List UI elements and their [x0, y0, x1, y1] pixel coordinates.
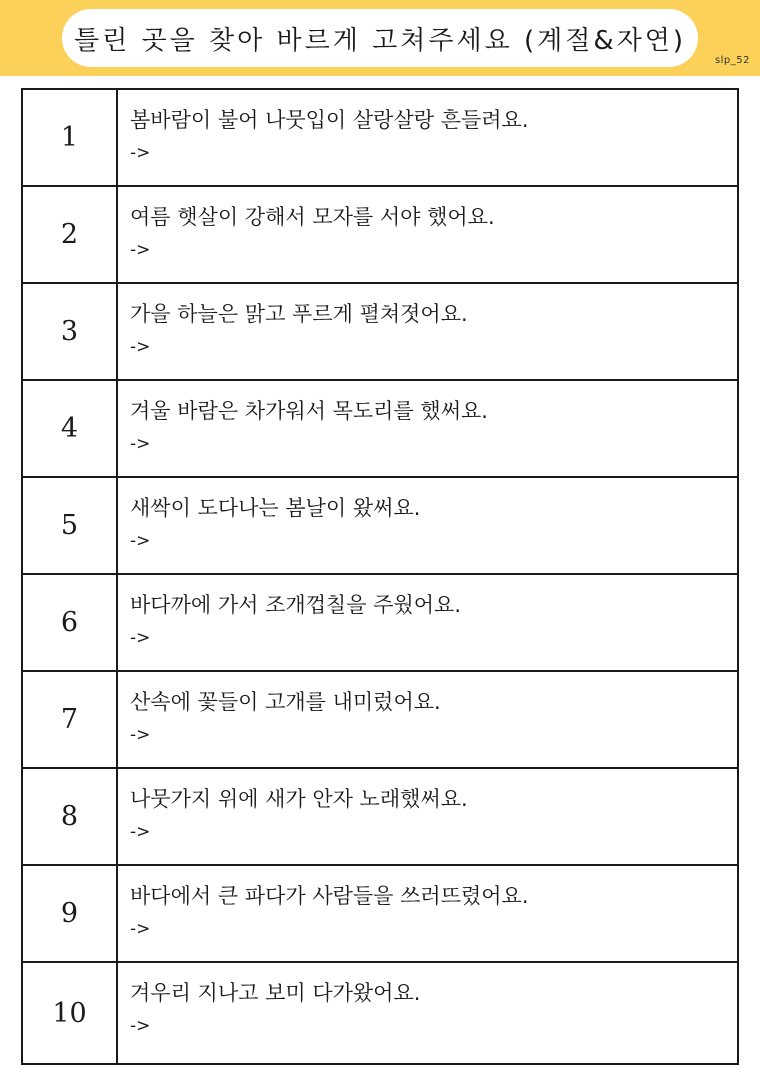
- row-content: [118, 866, 737, 961]
- row-number: 3: [23, 284, 118, 379]
- answer-arrow[interactable]: ->: [130, 434, 151, 454]
- sentence-text: 여름 햇살이 강해서 모자를 서야 했어요.: [130, 205, 495, 229]
- sentence-text: 겨울 바람은 차가워서 목도리를 했써요.: [130, 399, 488, 423]
- sentence-text: 새싹이 도다나는 봄날이 왔써요.: [130, 496, 421, 520]
- sentence-text: 산속에 꽃들이 고개를 내미렀어요.: [130, 690, 441, 714]
- title-pill: [62, 9, 698, 67]
- answer-arrow[interactable]: ->: [130, 725, 151, 745]
- page-code: slp_52: [714, 55, 750, 66]
- table-row: [23, 284, 737, 381]
- answer-arrow[interactable]: ->: [130, 143, 151, 163]
- table-row: [23, 672, 737, 769]
- row-content: [118, 769, 737, 864]
- table-row: [23, 769, 737, 866]
- row-content: [118, 284, 737, 379]
- row-number: 4: [23, 381, 118, 476]
- worksheet-table: [21, 88, 739, 1065]
- row-content: [118, 381, 737, 476]
- table-row: [23, 575, 737, 672]
- row-content: [118, 478, 737, 573]
- sentence-text: 가을 하늘은 맑고 푸르게 펼쳐졋어요.: [130, 302, 468, 326]
- table-row: [23, 866, 737, 963]
- answer-arrow[interactable]: ->: [130, 337, 151, 357]
- row-content: [118, 187, 737, 282]
- answer-arrow[interactable]: ->: [130, 628, 151, 648]
- row-content: [118, 575, 737, 670]
- row-number: 9: [23, 866, 118, 961]
- table-row: [23, 90, 737, 187]
- answer-arrow[interactable]: ->: [130, 822, 151, 842]
- answer-arrow[interactable]: ->: [130, 1016, 151, 1036]
- row-number: 5: [23, 478, 118, 573]
- row-content: [118, 90, 737, 185]
- row-number: 6: [23, 575, 118, 670]
- row-content: [118, 963, 737, 1063]
- answer-arrow[interactable]: ->: [130, 919, 151, 939]
- answer-arrow[interactable]: ->: [130, 531, 151, 551]
- row-content: [118, 672, 737, 767]
- sentence-text: 나뭇가지 위에 새가 안자 노래했써요.: [130, 787, 468, 811]
- answer-arrow[interactable]: ->: [130, 240, 151, 260]
- sentence-text: 바다까에 가서 조개껍칠을 주웠어요.: [130, 593, 461, 617]
- worksheet-title: 틀린 곳을 찾아 바르게 고쳐주세요 (계절&자연): [74, 25, 686, 56]
- row-number: 10: [23, 963, 118, 1063]
- header-band: [0, 0, 760, 76]
- table-row: [23, 963, 737, 1063]
- sentence-text: 봄바람이 불어 나뭇입이 살랑살랑 흔들려요.: [130, 108, 529, 132]
- row-number: 7: [23, 672, 118, 767]
- table-row: [23, 478, 737, 575]
- table-row: [23, 187, 737, 284]
- sentence-text: 겨우리 지나고 보미 다가왔어요.: [130, 981, 421, 1005]
- sentence-text: 바다에서 큰 파다가 사람들을 쓰러뜨렸어요.: [130, 884, 529, 908]
- row-number: 1: [23, 90, 118, 185]
- row-number: 8: [23, 769, 118, 864]
- table-row: [23, 381, 737, 478]
- row-number: 2: [23, 187, 118, 282]
